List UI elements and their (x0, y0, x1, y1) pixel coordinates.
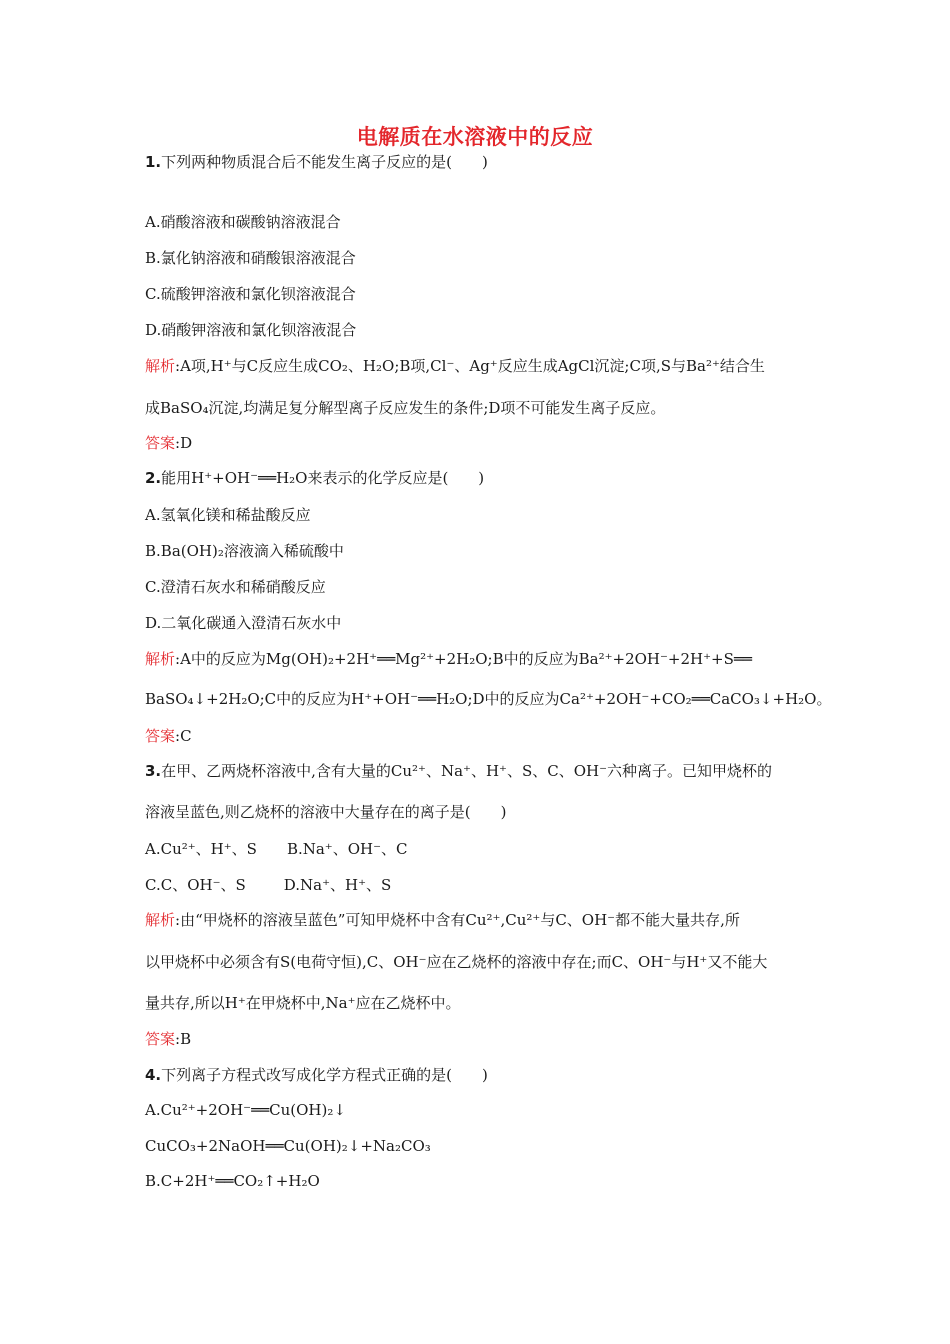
q2-analysis-line-2: BaSO₄↓+2H₂O;C中的反应为H⁺+OH⁻══H₂O;D中的反应为Ca²⁺+2OH⁻+CO₂══CaCO₃↓+H₂O。 (145, 690, 832, 708)
q1-option-d: D.硝酸钾溶液和氯化钡溶液混合 (145, 321, 357, 339)
q2-option-c: C.澄清石灰水和稀硝酸反应 (145, 578, 326, 596)
page-title: 电解质在水溶液中的反应 (356, 125, 594, 149)
answer-label: 答案 (145, 727, 176, 745)
answer-label: 答案 (145, 434, 176, 452)
question-1-stem (145, 151, 815, 173)
analysis-label: 解析 (145, 357, 176, 375)
question-text: 在甲、乙两烧杯溶液中,含有大量的Cu²⁺、Na⁺、H⁺、S、C、OH⁻六种离子。已知甲烧杯的 (161, 762, 773, 780)
question-text: 下列两种物质混合后不能发生离子反应的是( ) (161, 153, 488, 171)
q3-analysis-line-2: 以甲烧杯中必须含有S(电荷守恒),C、OH⁻应在乙烧杯的溶液中存在;而C、OH⁻与H⁺又不能大 (145, 953, 768, 971)
analysis-label: 解析 (145, 911, 176, 929)
q2-analysis-line-1 (145, 648, 815, 670)
q1-option-b: B.氯化钠溶液和硝酸银溶液混合 (145, 249, 356, 267)
q3-analysis-line-3: 量共存,所以H⁺在甲烧杯中,Na⁺应在乙烧杯中。 (145, 994, 461, 1012)
q3-option-b: B.Na⁺、OH⁻、C (286, 840, 408, 858)
q3-option-a: A.Cu²⁺、H⁺、S (145, 840, 257, 858)
answer-value: :C (175, 727, 192, 745)
answer-value: :D (175, 434, 193, 452)
q4-option-a-equation: CuCO₃+2NaOH══Cu(OH)₂↓+Na₂CO₃ (145, 1137, 431, 1155)
question-2-stem (145, 467, 815, 489)
analysis-text: :A中的反应为Mg(OH)₂+2H⁺══Mg²⁺+2H₂O;B中的反应为Ba²⁺+2OH⁻+2H⁺+S══ (175, 650, 752, 668)
q4-option-b: B.C+2H⁺══CO₂↑+H₂O (145, 1172, 320, 1190)
q2-answer (145, 725, 815, 747)
answer-value: :B (175, 1030, 192, 1048)
q2-option-b: B.Ba(OH)₂溶液滴入稀硫酸中 (145, 542, 344, 560)
q3-options-row-1 (145, 838, 815, 860)
question-4-stem (145, 1064, 815, 1086)
q1-option-a: A.硝酸溶液和碳酸钠溶液混合 (145, 213, 341, 231)
question-number: 4. (145, 1066, 162, 1084)
q2-option-a: A.氢氧化镁和稀盐酸反应 (145, 506, 311, 524)
question-text: 下列离子方程式改写成化学方程式正确的是( ) (161, 1066, 488, 1084)
q1-answer (145, 432, 815, 454)
question-number: 2. (145, 469, 162, 487)
q3-option-d: D.Na⁺、H⁺、S (283, 876, 392, 894)
q3-analysis-line-1 (145, 909, 815, 931)
analysis-text: :A项,H⁺与C反应生成CO₂、H₂O;B项,Cl⁻、Ag⁺反应生成AgCl沉淀;C项,S与Ba²⁺结合生 (175, 357, 765, 375)
question-3-stem-line-2: 溶液呈蓝色,则乙烧杯的溶液中大量存在的离子是( ) (145, 803, 507, 821)
q4-option-a: A.Cu²⁺+2OH⁻══Cu(OH)₂↓ (145, 1101, 346, 1119)
answer-label: 答案 (145, 1030, 176, 1048)
q1-analysis-line-1 (145, 355, 815, 377)
q3-options-row-2 (145, 874, 815, 896)
q2-option-d: D.二氧化碳通入澄清石灰水中 (145, 614, 342, 632)
q3-option-c: C.C、OH⁻、S (145, 876, 246, 894)
analysis-text: :由“甲烧杯的溶液呈蓝色”可知甲烧杯中含有Cu²⁺,Cu²⁺与C、OH⁻都不能大量共存,所 (175, 911, 740, 929)
question-number: 3. (145, 762, 162, 780)
question-3-stem (145, 760, 815, 782)
q3-answer (145, 1028, 815, 1050)
question-number: 1. (145, 153, 162, 171)
analysis-label: 解析 (145, 650, 176, 668)
question-text: 能用H⁺+OH⁻══H₂O来表示的化学反应是( ) (161, 469, 485, 487)
q1-option-c: C.硫酸钾溶液和氯化钡溶液混合 (145, 285, 356, 303)
q1-analysis-line-2: 成BaSO₄沉淀,均满足复分解型离子反应发生的条件;D项不可能发生离子反应。 (145, 399, 666, 417)
